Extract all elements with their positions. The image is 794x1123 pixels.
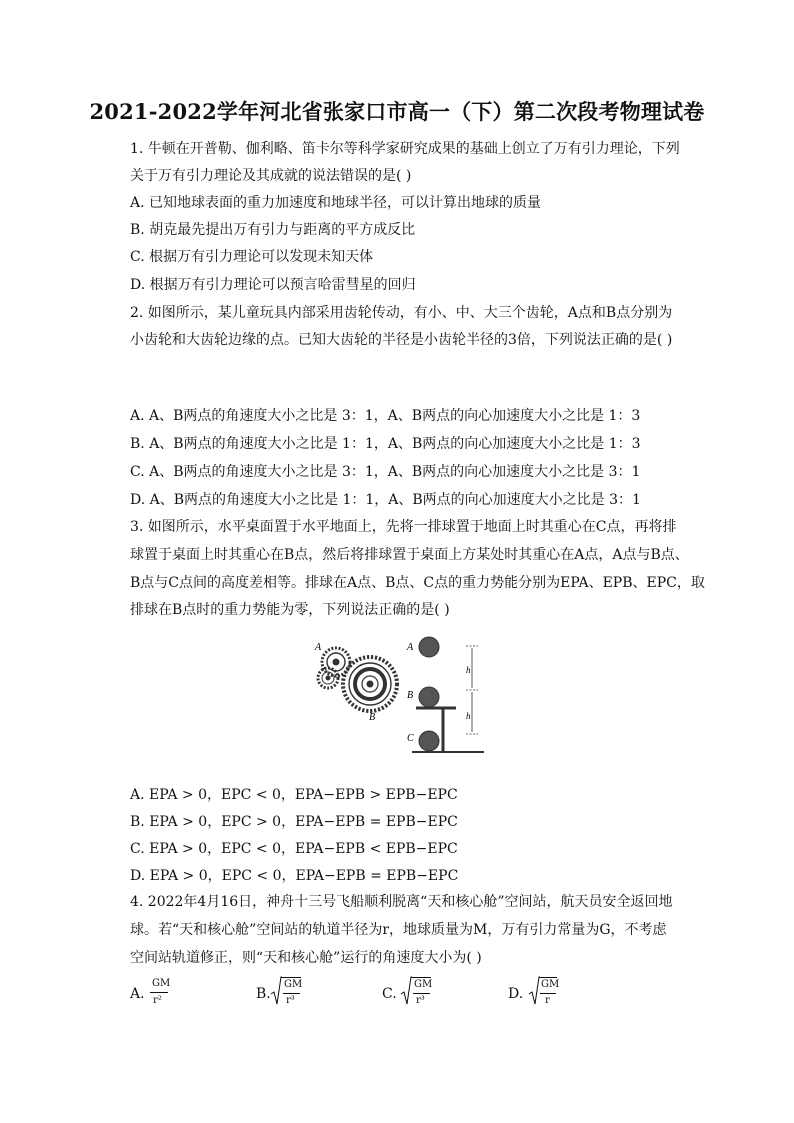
q1-option-c: C. 根据万有引力理论可以发现未知天体 — [130, 249, 374, 265]
q4-option-b-numerator: GM — [284, 979, 303, 990]
q1-option-d: D. 根据万有引力理论可以预言哈雷彗星的回归 — [130, 277, 416, 293]
q4-stem-line2: 球。若“天和核心舱”空间站的轨道半径为r，地球质量为M，万有引力常量为G，不考虑 — [130, 922, 667, 938]
q4-option-c-fraction-bar — [413, 993, 430, 994]
q4-option-c-sqrt-icon — [400, 976, 412, 1006]
q4-option-d-numerator: GM — [541, 979, 560, 990]
q4-option-b-radical-bar — [281, 977, 301, 978]
q4-option-a-denominator: r² — [153, 995, 162, 1006]
q1-stem-line1: 1. 牛顿在开普勒、伽利略、笛卡尔等科学家研究成果的基础上创立了万有引力理论，下列 — [130, 141, 680, 157]
q3-stem-line4: 排球在B点时的重力势能为零，下列说法正确的是( ) — [130, 602, 450, 618]
gear-illustration — [318, 648, 397, 711]
q3-option-a: A. EPA > 0，EPC < 0，EPA−EPB > EPB−EPC — [130, 787, 458, 803]
q3-option-c: C. EPA > 0，EPC < 0，EPA−EPB < EPB−EPC — [130, 841, 458, 857]
q4-option-c-denominator: r³ — [416, 995, 425, 1006]
q2-stem-line2: 小齿轮和大齿轮边缘的点。已知大齿轮的半径是小齿轮半径的3倍，下列说法正确的是( ) — [130, 332, 673, 348]
q4-option-b-denominator: r³ — [286, 995, 295, 1006]
q2-option-d: D. A、B两点的角速度大小之比是 1：1，A、B两点的向心加速度大小之比是 3：1 — [130, 492, 641, 508]
q4-stem-line3: 空间站轨道修正，则“天和核心舱”运行的角速度大小为( ) — [130, 950, 482, 966]
ball-label-c: C — [407, 733, 414, 744]
q2-option-b: B. A、B两点的角速度大小之比是 1：1，A、B两点的向心加速度大小之比是 1：3 — [130, 436, 641, 452]
q2-stem-line1: 2. 如图所示，某儿童玩具内部采用齿轮传动，有小、中、大三个齿轮，A点和B点分别为 — [130, 305, 673, 321]
q3-option-b: B. EPA > 0，EPC > 0，EPA−EPB = EPB−EPC — [130, 814, 458, 830]
q4-option-c-numerator: GM — [414, 979, 433, 990]
q4-option-a-letter: A. — [130, 986, 145, 1002]
q1-option-a: A. 已知地球表面的重力加速度和地球半径，可以计算出地球的质量 — [130, 195, 542, 211]
ball-label-a: A — [407, 642, 414, 653]
q4-option-d-sqrt-icon — [528, 976, 540, 1006]
gear-label-b: B — [369, 712, 376, 723]
q3-stem-line2: 球置于桌面上时其重心在B点，然后将排球置于桌面上方某处时其重心在A点，A点与B点、 — [130, 547, 689, 563]
q3-option-d: D. EPA > 0，EPC < 0，EPA−EPB = EPB−EPC — [130, 868, 459, 884]
page-title: 2021-2022学年河北省张家口市高一（下）第二次段考物理试卷 — [89, 99, 705, 124]
gear-label-a: A — [315, 642, 322, 653]
q2-option-c: C. A、B两点的角速度大小之比是 3：1，A、B两点的向心加速度大小之比是 3：1 — [130, 464, 641, 480]
q4-option-b-fraction-bar — [283, 993, 300, 994]
gears-and-ball-figure — [306, 632, 490, 756]
height-label-1: h — [466, 665, 471, 675]
q4-stem-line1: 4. 2022年4月16日，神舟十三号飞船顺利脱离“天和核心舱”空间站，航天员安全返回地 — [130, 894, 673, 910]
ball-table-illustration — [412, 637, 484, 752]
q4-option-a-numerator: GM — [152, 978, 171, 989]
q4-option-c-letter: C. — [382, 986, 397, 1002]
height-label-2: h — [466, 711, 471, 721]
q1-stem-line2: 关于万有引力理论及其成就的说法错误的是( ) — [130, 168, 412, 184]
q4-option-a-fraction-bar — [150, 992, 168, 993]
q4-option-d-radical-bar — [539, 977, 557, 978]
ball-label-b: B — [407, 690, 414, 701]
q4-option-b-sqrt-icon — [270, 976, 282, 1006]
q2-option-a: A. A、B两点的角速度大小之比是 3：1，A、B两点的向心加速度大小之比是 1：3 — [130, 408, 641, 424]
q4-option-c-radical-bar — [411, 977, 431, 978]
q4-option-b-letter: B. — [256, 986, 271, 1002]
q4-option-d-denominator: r — [545, 995, 550, 1006]
q3-stem-line1: 3. 如图所示，水平桌面置于水平地面上，先将一排球置于地面上时其重心在C点，再将排 — [130, 519, 677, 535]
q3-stem-line3: B点与C点间的高度差相等。排球在A点、B点、C点的重力势能分别为EPA、EPB、EPC，取 — [130, 575, 705, 591]
q4-option-d-fraction-bar — [540, 993, 556, 994]
q4-option-d-letter: D. — [508, 986, 524, 1002]
q1-option-b: B. 胡克最先提出万有引力与距离的平方成反比 — [130, 222, 416, 238]
